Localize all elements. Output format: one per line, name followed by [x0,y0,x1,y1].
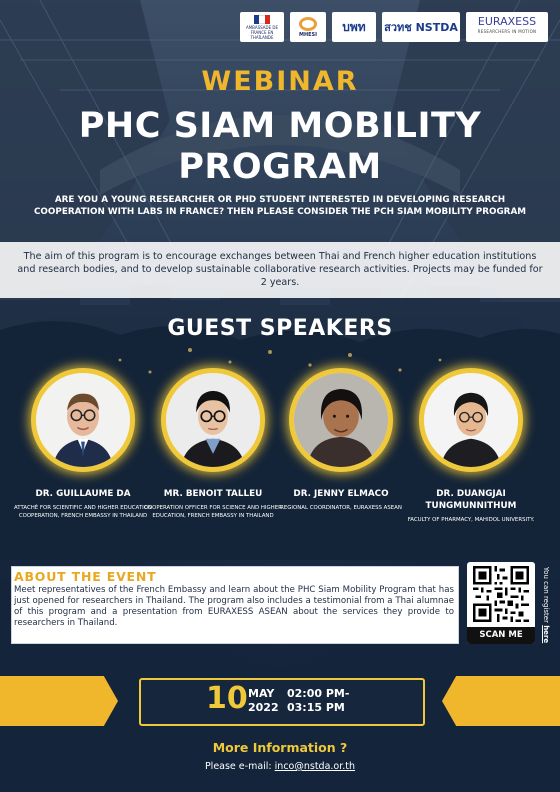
event-date-box [139,678,425,726]
speaker-photo [419,368,523,472]
register-side-text[interactable] [539,560,553,650]
scan-me-label[interactable]: SCAN ME [467,627,535,644]
contact-email-line [0,761,560,772]
mhesi-logo [290,12,326,42]
guest-speakers-heading: GUEST SPEAKERS [167,316,393,341]
event-month-year [248,687,279,715]
more-info-heading: More Information ? [212,740,348,755]
speaker-role: COOPERATION OFFICER FOR SCIENCE AND HIGHER EDUCATION, FRENCH EMBASSY IN THAILAND [144,505,282,519]
mhesi-mark-icon [299,17,317,31]
program-subtitle: ARE YOU A YOUNG RESEARCHER OR PHD STUDENT INTERESTED IN DEVELOPING RESEARCH COOPERATION WITH LABS IN FRANCE? THEN PLEASE CONSIDER THE PCH SIAM MOBILITY PROGRAM [33,195,527,217]
pmu-logo [332,12,376,42]
speaker-card [13,368,153,520]
speaker-name: DR. DUANGJAI TUNGMUNNITHUM [425,489,517,511]
speaker-role: FACULTY OF PHARMACY, MAHIDOL UNIVERSITY. [407,517,535,523]
speaker-name: DR. JENNY ELMACO [293,489,389,499]
speaker-photo [161,368,265,472]
speaker-name: MR. BENOIT TALLEU [163,489,263,499]
speaker-card [401,368,541,524]
speaker-photo [289,368,393,472]
euraxess-tagline: RESEARCHERS IN MOTION [477,29,537,34]
program-title-line2: PROGRAM [178,147,382,187]
event-time [287,687,349,715]
about-title: ABOUT THE EVENT [14,569,157,584]
register-prefix: You can register [542,566,550,623]
program-title [0,106,560,188]
nstda-logo-text: สวทช NSTDA [384,20,458,34]
euraxess-logo-text: EURAXESS [477,15,537,28]
register-side-line [542,567,550,643]
email-prefix: Please e-mail: [204,761,275,772]
qr-code-icon[interactable] [473,566,529,622]
mhesi-logo-text: MHESI [298,31,318,38]
date-ribbon-left [0,676,118,726]
partner-logos [240,12,548,42]
euraxess-logo [466,12,548,42]
ambassade-logo [240,12,284,42]
event-time-start: 02:00 PM- [287,687,350,700]
speaker-role: REGIONAL COORDINATOR, EURAXESS ASEAN [280,505,402,511]
event-time-end: 03:15 PM [287,701,345,714]
speaker-photo [31,368,135,472]
speaker-name: DR. GUILLAUME DA [35,489,131,499]
event-year: 2022 [248,701,279,714]
ambassade-logo-text: AMBASSADE DE FRANCE EN THAÏLANDE [245,24,279,40]
aim-text: The aim of this program is to encourage exchanges between Thai and French higher education institutions and research bodies, and to develop sustainable collaborative research activities. Projects may be funded for 2 years. [17,251,543,288]
about-text: Meet representatives of the French Embassy and learn about the PHC Siam Mobility Program that has just opened for researchers in Thailand. The program also includes a testimonial from a Thai alumnae of this program and a presentation from EURAXESS ASEAN about the services they provide to researchers in Thailand. [14,585,454,628]
nstda-logo [382,12,460,42]
date-ribbon-right [442,676,560,726]
register-link[interactable]: here [542,625,550,644]
speaker-role: ATTACHÉ FOR SCIENTIFIC AND HIGHER EDUCATION COOPERATION, FRENCH EMBASSY IN THAILAND [14,505,152,519]
webinar-kicker: WEBINAR [201,66,359,97]
pmu-logo-text: บพท [342,19,366,34]
french-flag-icon [254,15,270,24]
speaker-card [271,368,411,512]
event-month: MAY [248,687,275,700]
speaker-card [143,368,283,520]
program-title-line1: PHC SIAM MOBILITY [78,106,482,146]
event-day: 10 [206,681,248,716]
email-link[interactable]: inco@nstda.or.th [274,761,356,772]
